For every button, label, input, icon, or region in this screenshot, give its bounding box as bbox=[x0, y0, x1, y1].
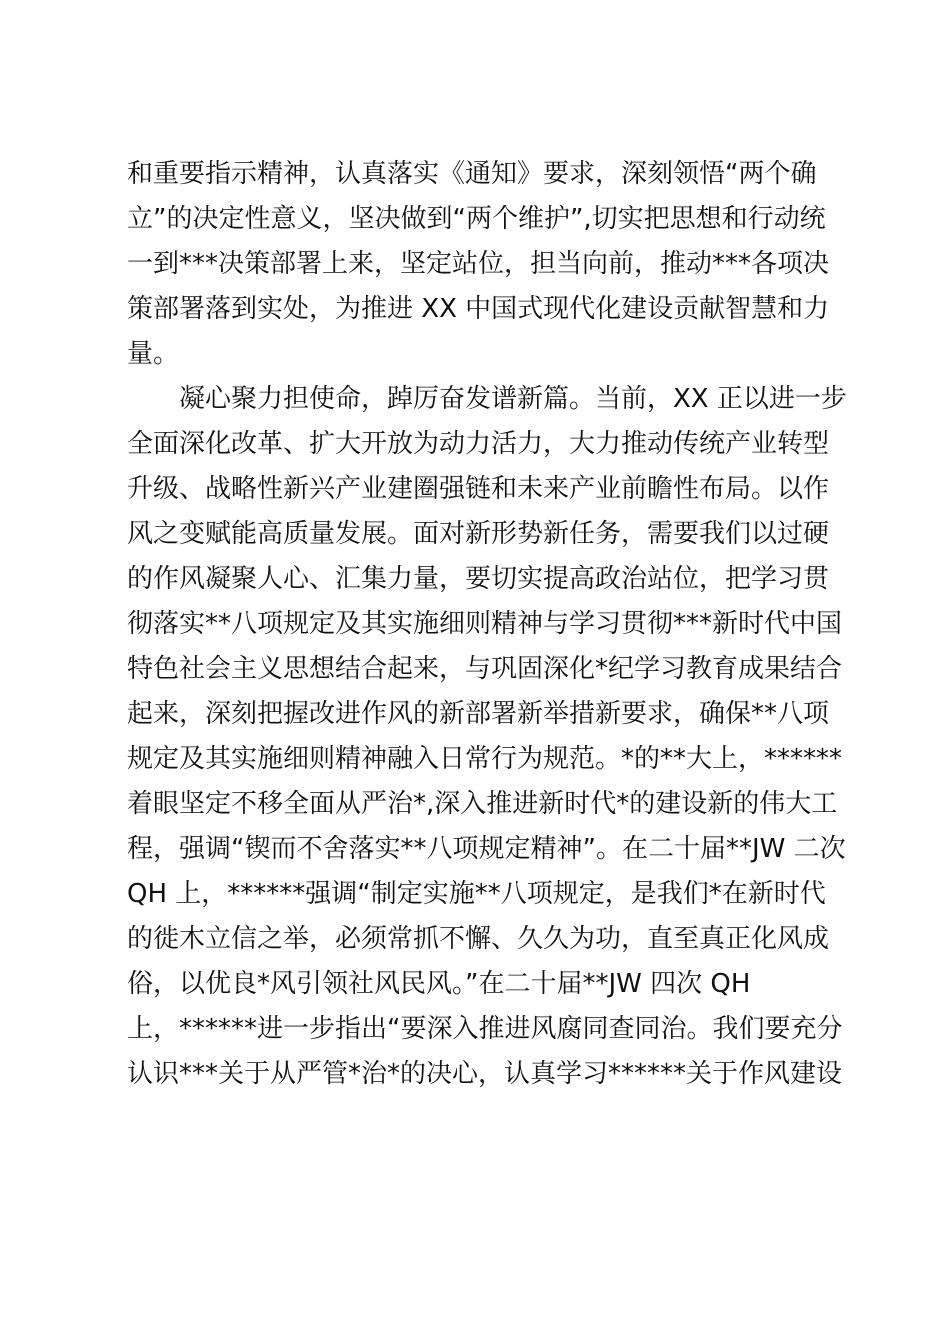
text-line: 升级、战略性新兴产业建圈强链和未来产业前瞻性布局。以作 bbox=[127, 474, 830, 504]
text-line: 认识***关于从严管*治*的决心，认真学习******关于作风建设 bbox=[127, 1059, 843, 1089]
text-line: 规定及其实施细则精神融入日常行为规范。*的**大上，****** bbox=[127, 744, 843, 774]
text-line: 全面深化改革、扩大开放为动力活力，大力推动传统产业转型 bbox=[127, 429, 830, 459]
text-line: 起来，深刻把握改进作风的新部署新举措新要求，确保**八项 bbox=[127, 699, 830, 729]
text-line: 策部署落到实处，为推进 XX 中国式现代化建设贡献智慧和力 bbox=[127, 294, 830, 324]
text-line: 的作风凝聚人心、汇集力量，要切实提高政治站位，把学习贯 bbox=[127, 564, 830, 594]
text-line: 和重要指示精神，认真落实《通知》要求，深刻领悟“两个确 bbox=[127, 159, 817, 189]
text-line: 程，强调“锲而不舍落实**八项规定精神”。在二十届**JW 二次 bbox=[127, 834, 846, 864]
text-line: 凝心聚力担使命，踔厉奋发谱新篇。当前，XX 正以进一步 bbox=[127, 384, 847, 414]
text-line: 特色社会主义思想结合起来，与巩固深化*纪学习教育成果结合 bbox=[127, 654, 843, 684]
text-line: 彻落实**八项规定及其实施细则精神与学习贯彻***新时代中国 bbox=[127, 609, 843, 639]
text-line: 着眼坚定不移全面从严治*,深入推进新时代*的建设新的伟大工 bbox=[127, 789, 838, 819]
text-line: 量。 bbox=[127, 339, 180, 369]
text-line: 立”的决定性意义，坚决做到“两个维护”,切实把思想和行动统 bbox=[127, 204, 826, 234]
text-line: 的徙木立信之举，必须常抓不懈、久久为功，直至真正化风成 bbox=[127, 924, 830, 954]
text-line: QH 上，******强调“制定实施**八项规定，是我们*在新时代 bbox=[127, 879, 826, 909]
text-line: 一到***决策部署上来，坚定站位，担当向前，推动***各项决 bbox=[127, 249, 830, 279]
body-text bbox=[127, 152, 847, 1097]
text-line: 上，******进一步指出“要深入推进风腐同查同治。我们要充分 bbox=[127, 1014, 843, 1044]
text-line: 俗，以优良*风引领社风民风。”在二十届**JW 四次 QH bbox=[127, 969, 751, 999]
text-line: 风之变赋能高质量发展。面对新形势新任务，需要我们以过硬 bbox=[127, 519, 830, 549]
